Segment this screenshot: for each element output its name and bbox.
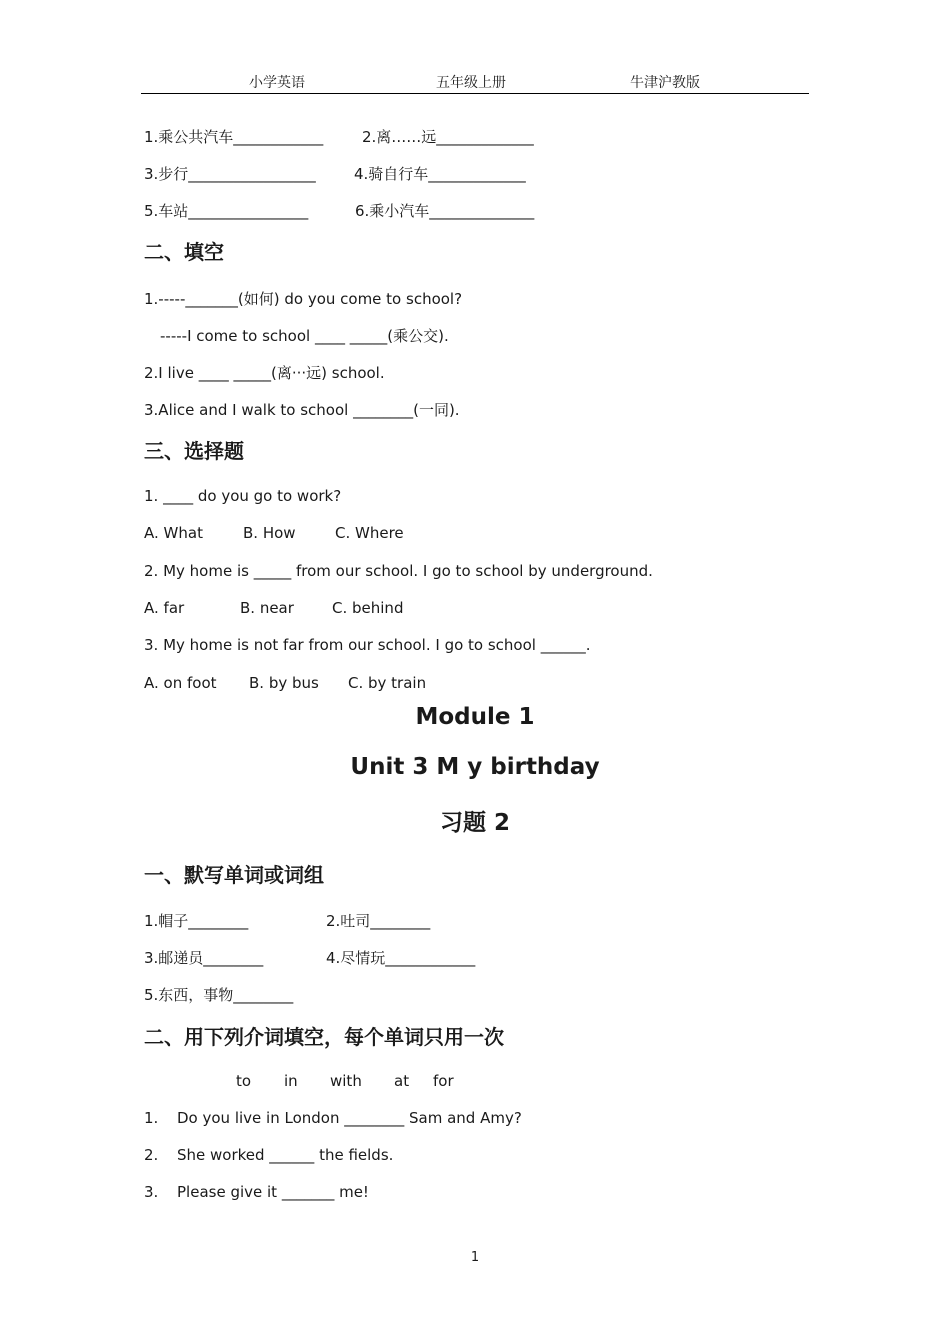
unit-title: Unit 3 M y birthday	[350, 754, 600, 780]
choice-question-1: 1. ____ do you go to work?	[144, 487, 342, 505]
dictation-item-4: 4.尽情玩____________	[326, 949, 476, 967]
fill-line-1-answer: -----I come to school ____ _____(乘公交).	[160, 327, 449, 345]
word-bank-for: for	[433, 1072, 454, 1090]
page-number: 1	[470, 1250, 480, 1265]
choice-q3-option-c: C. by train	[348, 674, 427, 692]
header-subject: 小学英语	[249, 75, 305, 91]
question-number: 3.	[144, 1183, 159, 1201]
section-title-choice: 三、选择题	[144, 439, 244, 463]
question-text: Do you live in London ________ Sam and Amy?	[177, 1109, 522, 1127]
dictation-item-2: 2.吐司________	[326, 912, 431, 930]
module-title: Module 1	[415, 704, 535, 730]
vocab-item-1: 1.乘公共汽车____________	[144, 128, 324, 146]
word-bank-in: in	[284, 1072, 298, 1090]
vocab-item-2: 2.离……远_____________	[362, 128, 534, 146]
choice-q1-option-a: A. What	[144, 524, 203, 542]
vocab-item-5: 5.车站________________	[144, 202, 309, 220]
question-number: 2.	[144, 1146, 159, 1164]
choice-q1-option-c: C. Where	[335, 524, 404, 542]
section-title-fill-blank: 二、填空	[144, 240, 224, 264]
vocab-item-4: 4.骑自行车_____________	[354, 165, 526, 183]
choice-q3-option-a: A. on foot	[144, 674, 217, 692]
question-number: 1.	[144, 1109, 159, 1127]
section-title-prepositions: 二、用下列介词填空，每个单词只用一次	[144, 1025, 504, 1049]
header-edition: 牛津沪教版	[630, 75, 700, 91]
choice-q2-option-c: C. behind	[332, 599, 404, 617]
word-bank-to: to	[236, 1072, 252, 1090]
section-title-dictation: 一、默写单词或词组	[144, 863, 324, 887]
vocab-item-3: 3.步行_________________	[144, 165, 316, 183]
choice-question-3: 3. My home is not far from our school. I go to school ______.	[144, 636, 591, 654]
choice-q2-option-a: A. far	[144, 599, 185, 617]
choice-q3-option-b: B. by bus	[249, 674, 319, 692]
choice-q1-option-b: B. How	[243, 524, 296, 542]
question-text: Please give it _______ me!	[177, 1183, 369, 1201]
header-grade: 五年级上册	[436, 75, 506, 91]
vocab-item-6: 6.乘小汽车______________	[355, 202, 535, 220]
header-rule	[141, 93, 809, 94]
fill-line-1: 1.-----_______(如何) do you come to school?	[144, 290, 463, 308]
question-text: She worked ______ the fields.	[177, 1146, 394, 1164]
choice-question-2: 2. My home is _____ from our school. I go to school by underground.	[144, 562, 653, 580]
fill-line-2: 2.I live ____ _____(离···远) school.	[144, 364, 385, 382]
dictation-item-5: 5.东西，事物________	[144, 986, 294, 1004]
word-bank-with: with	[330, 1072, 362, 1090]
fill-line-3: 3.Alice and I walk to school ________(一同).	[144, 401, 460, 419]
exercise-title: 习题 2	[439, 810, 510, 836]
word-bank-at: at	[394, 1072, 410, 1090]
dictation-item-1: 1.帽子________	[144, 912, 249, 930]
dictation-item-3: 3.邮递员________	[144, 949, 264, 967]
choice-q2-option-b: B. near	[240, 599, 294, 617]
